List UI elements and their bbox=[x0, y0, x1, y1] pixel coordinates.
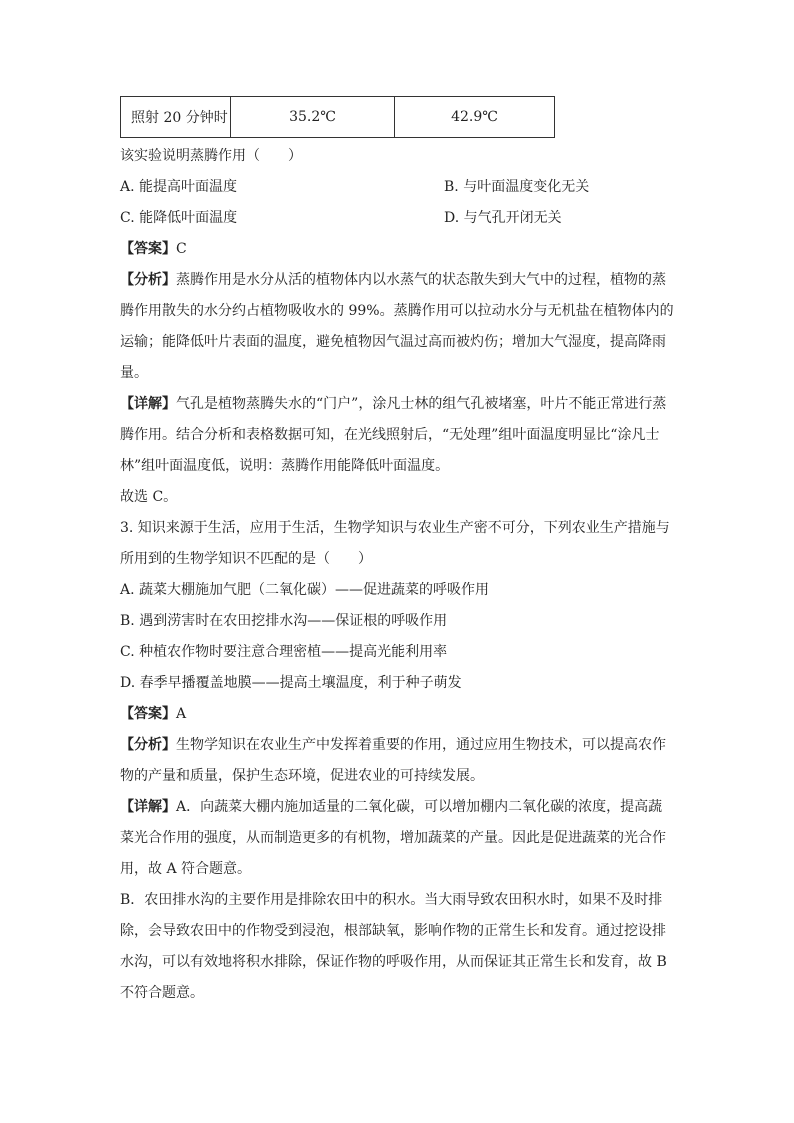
analysis-text: 生物学知识在农业生产中发挥着重要的作用，通过应用生物技术，可以提高农作 bbox=[176, 737, 666, 753]
q3-detail-line bbox=[120, 797, 662, 817]
q3-option-a: A. 蔬菜大棚施加气肥（二氧化碳）——促进蔬菜的呼吸作用 bbox=[120, 582, 490, 598]
q2-analysis-line bbox=[120, 270, 666, 290]
detail-tag: 【详解】 bbox=[120, 396, 176, 412]
q3-detail-b-line: 水沟，可以有效地将积水排除，保证作物的呼吸作用，从而保证其正常生长和发育，故 B bbox=[120, 954, 667, 970]
q3-analysis-line: 物的产量和质量，保护生态环境，促进农业的可持续发展。 bbox=[120, 768, 484, 784]
q3-detail-line: 菜光合作用的强度，从而制造更多的有机物，增加蔬菜的产量。因此是促进蔬菜的光合作 bbox=[120, 830, 666, 846]
q2-stem: 该实验说明蒸腾作用（ ） bbox=[120, 148, 302, 164]
q2-option-c: C. 能降低叶面温度 bbox=[120, 210, 238, 226]
q2-analysis-line: 量。 bbox=[120, 365, 148, 381]
answer-value: A bbox=[176, 706, 187, 722]
q3-detail-b-line: B．农田排水沟的主要作用是排除农田中的积水。当大雨导致农田积水时，如果不及时排 bbox=[120, 892, 663, 908]
q3-option-d: D. 春季早播覆盖地膜——提高土壤温度，利于种子萌发 bbox=[120, 675, 462, 691]
q3-answer bbox=[120, 704, 186, 724]
q3-stem-line: 3. 知识来源于生活，应用于生活，生物学知识与农业生产密不可分，下列农业生产措施与 bbox=[120, 520, 670, 536]
answer-value: C bbox=[176, 241, 187, 257]
q2-analysis-line: 腾作用散失的水分约占植物吸收水的 99%。蒸腾作用可以拉动水分与无机盐在植物体内的 bbox=[120, 303, 674, 319]
q3-detail-b-line: 不符合题意。 bbox=[120, 985, 204, 1001]
q2-option-b: B. 与叶面温度变化无关 bbox=[444, 179, 590, 195]
q2-answer bbox=[120, 239, 187, 259]
answer-tag: 【答案】 bbox=[120, 241, 176, 257]
detail-text: A．向蔬菜大棚内施加适量的二氧化碳，可以增加棚内二氧化碳的浓度，提高蔬 bbox=[176, 799, 663, 815]
data-table bbox=[120, 96, 555, 138]
analysis-tag: 【分析】 bbox=[120, 737, 176, 753]
q3-stem-line: 所用到的生物学知识不匹配的是（ ） bbox=[120, 551, 372, 567]
q3-analysis-line bbox=[120, 735, 666, 755]
detail-text: 气孔是植物蒸腾失水的“门户”，涂凡士林的组气孔被堵塞，叶片不能正常进行蒸 bbox=[176, 396, 667, 412]
q3-option-b: B. 遇到涝害时在农田挖排水沟——保证根的呼吸作用 bbox=[120, 613, 448, 629]
table-cell-value-1: 35.2℃ bbox=[231, 97, 395, 138]
analysis-tag: 【分析】 bbox=[120, 272, 176, 288]
q2-detail-line: 林”组叶面温度低，说明：蒸腾作用能降低叶面温度。 bbox=[120, 458, 450, 474]
table-row bbox=[121, 97, 555, 138]
q3-detail-b-line: 除，会导致农田中的作物受到浸泡，根部缺氧，影响作物的正常生长和发育。通过挖设排 bbox=[120, 923, 666, 939]
q3-option-c: C. 种植农作物时要注意合理密植——提高光能利用率 bbox=[120, 644, 448, 660]
q2-analysis-line: 运输；能降低叶片表面的温度，避免植物因气温过高而被灼伤；增加大气湿度，提高降雨 bbox=[120, 334, 666, 350]
analysis-text: 蒸腾作用是水分从活的植物体内以水蒸气的状态散失到大气中的过程，植物的蒸 bbox=[176, 272, 666, 288]
table-cell-label: 照射 20 分钟时 bbox=[121, 97, 231, 138]
answer-tag: 【答案】 bbox=[120, 706, 176, 722]
q3-detail-line: 用，故 A 符合题意。 bbox=[120, 861, 252, 877]
q2-option-a: A. 能提高叶面温度 bbox=[120, 179, 238, 195]
table-cell-value-2: 42.9℃ bbox=[395, 97, 555, 138]
detail-tag: 【详解】 bbox=[120, 799, 176, 815]
q2-conclusion: 故选 C。 bbox=[120, 489, 178, 505]
q2-option-d: D. 与气孔开闭无关 bbox=[444, 210, 562, 226]
q2-detail-line bbox=[120, 394, 666, 414]
q2-detail-line: 腾作用。结合分析和表格数据可知，在光线照射后，“无处理”组叶面温度明显比“涂凡士 bbox=[120, 427, 660, 443]
